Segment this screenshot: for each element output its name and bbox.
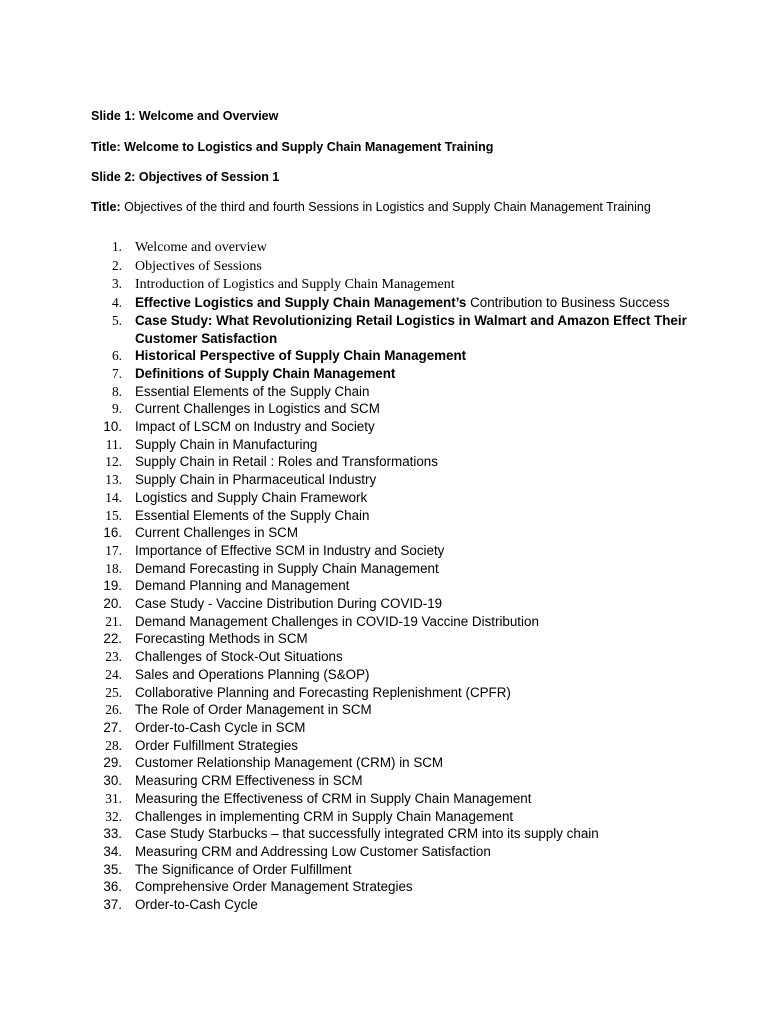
list-item-number: 27. (103, 719, 122, 735)
list-item (92, 896, 712, 914)
list-item (92, 684, 712, 702)
list-item-plain-text: Contribution to Business Success (470, 295, 670, 311)
list-item (92, 648, 712, 666)
list-item-text (135, 578, 349, 593)
slide1-title: Title: Welcome to Logistics and Supply Chain Management Training (91, 140, 494, 154)
list-item (92, 719, 712, 737)
list-item (92, 595, 712, 613)
list-item-number: 16. (103, 525, 122, 541)
list-item (92, 524, 712, 542)
list-item-number: 30. (103, 773, 122, 789)
list-item-number: 22. (103, 631, 122, 647)
list-item-plain-text: Impact of LSCM on Industry and Society (135, 419, 375, 435)
list-item-text (135, 685, 511, 700)
list-item-text (135, 879, 413, 894)
list-item-text (135, 755, 443, 770)
list-item (92, 772, 712, 790)
list-item-number: 10. (103, 419, 122, 435)
list-item-number: 32. (105, 808, 122, 824)
list-item-number: 19. (103, 578, 122, 594)
list-item-text (135, 897, 258, 912)
list-item-number: 3. (111, 276, 122, 292)
list-item-text (135, 809, 513, 824)
list-item-number: 28. (105, 737, 122, 753)
list-item-text (135, 561, 439, 576)
list-item-text (135, 384, 369, 399)
list-item-plain-text: Customer Relationship Management (CRM) in SCM (135, 755, 444, 771)
list-item-bold-text: Case Study: What Revolutionizing Retail Logistics in Walmart and Amazon Effect Their Customer Satisfaction (135, 312, 687, 346)
list-item (92, 878, 712, 896)
list-item-number: 31. (105, 790, 122, 806)
list-item-text (135, 508, 369, 523)
list-item (92, 808, 712, 826)
list-item (92, 238, 712, 257)
list-item-text (135, 240, 267, 255)
list-item-plain-text: Measuring the Effectiveness of CRM in Supply Chain Management (135, 790, 532, 806)
list-item-plain-text: Introduction of Logistics and Supply Chain Management (135, 277, 455, 293)
list-item-plain-text: The Significance of Order Fulfillment (135, 861, 352, 877)
list-item (92, 489, 712, 507)
list-item-number: 9. (111, 401, 122, 417)
list-item-plain-text: Current Challenges in SCM (135, 525, 298, 541)
list-item-plain-text: Objectives of Sessions (135, 258, 262, 274)
list-item (92, 861, 712, 879)
list-item-text (135, 826, 599, 841)
list-item-plain-text: Measuring CRM Effectiveness in SCM (135, 773, 363, 789)
list-item-plain-text: Case Study - Vaccine Distribution During COVID-19 (135, 596, 443, 612)
list-item-plain-text: Supply Chain in Retail : Roles and Transformations (135, 454, 438, 470)
list-item-text (135, 525, 298, 540)
list-item (92, 365, 712, 383)
list-item (92, 754, 712, 772)
list-item-number: 5. (111, 312, 122, 328)
list-item-text (135, 348, 466, 363)
list-item-plain-text: Comprehensive Order Management Strategies (135, 879, 413, 895)
list-item-text (135, 454, 438, 469)
list-item-number: 6. (111, 348, 122, 364)
list-item-bold-text: Historical Perspective of Supply Chain Management (135, 348, 467, 364)
list-item (92, 577, 712, 595)
list-item (92, 400, 712, 418)
objectives-list (92, 238, 712, 914)
list-item-number: 34. (103, 843, 122, 859)
list-item-number: 37. (103, 897, 122, 913)
slide2-title: Title: Objectives of the third and fourth Sessions in Logistics and Supply Chain Management Training (91, 200, 651, 214)
list-item-bold-text: Definitions of Supply Chain Management (135, 365, 396, 381)
list-item-number: 2. (111, 257, 122, 273)
list-item-number: 25. (105, 684, 122, 700)
list-item-text (135, 437, 317, 452)
list-item-plain-text: Sales and Operations Planning (S&OP) (135, 666, 370, 682)
list-item-number: 35. (103, 861, 122, 877)
list-item-number: 23. (105, 649, 122, 665)
list-item-text (135, 490, 367, 505)
list-item-number: 33. (103, 826, 122, 842)
list-item (92, 843, 712, 861)
list-item-number: 26. (105, 702, 122, 718)
list-item-plain-text: Forecasting Methods in SCM (135, 631, 308, 647)
list-item-number: 1. (111, 239, 122, 254)
list-item (92, 312, 712, 347)
slide1-heading: Slide 1: Welcome and Overview (91, 109, 279, 123)
list-item-plain-text: Supply Chain in Manufacturing (135, 436, 318, 452)
list-item (92, 737, 712, 755)
list-item (92, 666, 712, 684)
list-item (92, 294, 712, 312)
list-item (92, 507, 712, 525)
list-item (92, 257, 712, 276)
list-item-plain-text: Current Challenges in Logistics and SCM (135, 401, 380, 417)
list-item-plain-text: Challenges in implementing CRM in Supply Chain Management (135, 808, 514, 824)
list-item-number: 29. (103, 755, 122, 771)
list-item-text (135, 313, 687, 346)
list-item-number: 20. (103, 596, 122, 612)
list-item-plain-text: Essential Elements of the Supply Chain (135, 507, 370, 523)
list-item-text (135, 720, 305, 735)
list-item-text (135, 844, 491, 859)
list-item-number: 18. (105, 560, 122, 576)
list-item-number: 14. (105, 489, 122, 505)
list-item-text (135, 295, 670, 310)
list-item-plain-text: Challenges of Stock-Out Situations (135, 649, 343, 665)
list-item-number: 8. (111, 383, 122, 399)
list-item-text (135, 738, 298, 753)
list-item-plain-text: Importance of Effective SCM in Industry and Society (135, 542, 445, 558)
list-item-plain-text: Demand Forecasting in Supply Chain Management (135, 560, 439, 576)
list-item-plain-text: Order Fulfillment Strategies (135, 737, 298, 753)
list-item-plain-text: Order-to-Cash Cycle (135, 897, 258, 913)
list-item-number: 4. (111, 295, 122, 311)
list-item-text (135, 472, 376, 487)
list-item-plain-text: Demand Management Challenges in COVID-19 Vaccine Distribution (135, 613, 539, 629)
list-item-number: 17. (105, 542, 122, 558)
list-item-number: 24. (105, 666, 122, 682)
list-item (92, 471, 712, 489)
list-item-text (135, 259, 262, 274)
list-item-plain-text: Collaborative Planning and Forecasting Replenishment (CPFR) (135, 684, 511, 700)
list-item-bold-text: Effective Logistics and Supply Chain Management’s (135, 295, 467, 311)
list-item-plain-text: Measuring CRM and Addressing Low Customer Satisfaction (135, 843, 491, 859)
list-item-text (135, 366, 395, 381)
list-item (92, 418, 712, 436)
list-item (92, 825, 712, 843)
list-item (92, 275, 712, 294)
list-item-text (135, 277, 455, 292)
list-item (92, 701, 712, 719)
list-item-number: 12. (105, 454, 122, 470)
list-item-plain-text: Welcome and overview (135, 240, 267, 255)
list-item-text (135, 543, 444, 558)
list-item (92, 436, 712, 454)
list-item-number: 13. (105, 472, 122, 488)
list-item-text (135, 667, 369, 682)
list-item-text (135, 596, 442, 611)
list-item (92, 560, 712, 578)
list-item-text (135, 631, 308, 646)
list-item-text (135, 702, 372, 717)
list-item (92, 383, 712, 401)
list-item (92, 453, 712, 471)
list-item-number: 7. (111, 365, 122, 381)
list-item-text (135, 419, 375, 434)
list-item (92, 542, 712, 560)
list-item-plain-text: Demand Planning and Management (135, 578, 350, 594)
list-item-text (135, 649, 343, 664)
list-item-plain-text: Order-to-Cash Cycle in SCM (135, 719, 306, 735)
list-item (92, 347, 712, 365)
list-item (92, 790, 712, 808)
list-item-text (135, 791, 531, 806)
list-item-number: 15. (105, 507, 122, 523)
list-item (92, 630, 712, 648)
slide2-heading: Slide 2: Objectives of Session 1 (91, 170, 280, 184)
list-item-text (135, 614, 539, 629)
list-item-number: 36. (103, 879, 122, 895)
list-item-plain-text: Logistics and Supply Chain Framework (135, 489, 368, 505)
list-item-plain-text: The Role of Order Management in SCM (135, 702, 372, 718)
list-item-text (135, 862, 352, 877)
list-item-plain-text: Supply Chain in Pharmaceutical Industry (135, 472, 377, 488)
list-item-plain-text: Essential Elements of the Supply Chain (135, 383, 370, 399)
list-item (92, 613, 712, 631)
list-item-text (135, 401, 380, 416)
list-item-text (135, 773, 362, 788)
list-item-number: 21. (105, 613, 122, 629)
list-item-plain-text: Case Study Starbucks – that successfully integrated CRM into its supply chain (135, 826, 599, 842)
list-item-number: 11. (105, 436, 122, 452)
